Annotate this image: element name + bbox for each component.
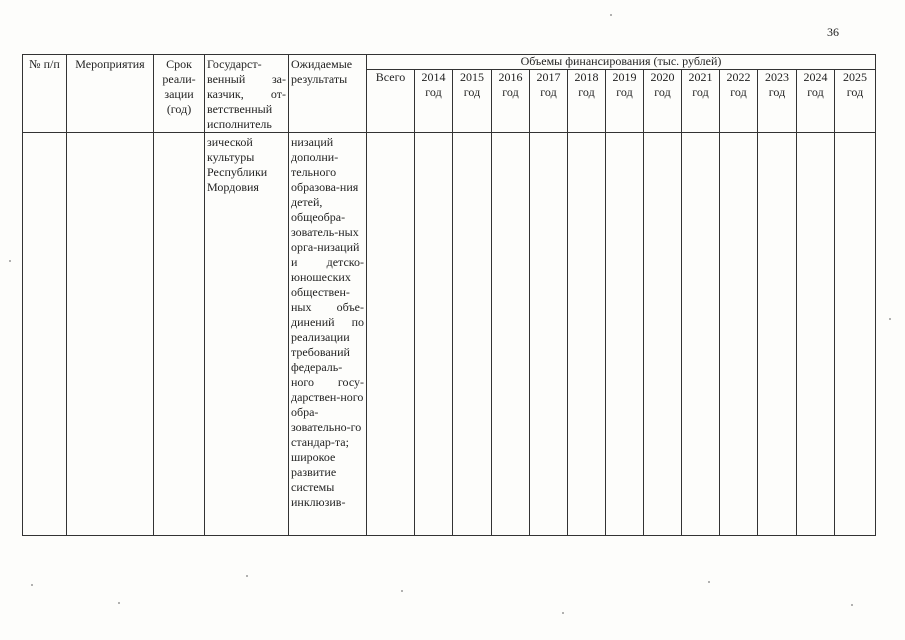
header-financing-group: Объемы финансирования (тыс. рублей): [367, 55, 876, 70]
header-year: 2025 год: [835, 70, 876, 133]
header-year: 2016 год: [492, 70, 530, 133]
header-year: 2017 год: [530, 70, 568, 133]
table-row: [23, 133, 876, 536]
header-year: 2022 год: [720, 70, 758, 133]
header-measures: Мероприятия: [67, 55, 154, 133]
header-year: 2020 год: [644, 70, 682, 133]
header-term: Срок реали-зации (год): [154, 55, 205, 133]
header-year: 2014 год: [415, 70, 453, 133]
scan-speck: [118, 602, 120, 604]
cell-num: [23, 133, 67, 536]
cell-term: [154, 133, 205, 536]
header-year: 2019 год: [606, 70, 644, 133]
scan-speck: [9, 260, 11, 262]
cell-year: [720, 133, 758, 536]
cell-executor: зической культуры Республики Мордовия: [205, 133, 289, 536]
cell-year: [606, 133, 644, 536]
financing-table: [22, 54, 876, 536]
scan-speck: [889, 318, 891, 320]
scan-speck: [851, 604, 853, 606]
cell-year: [453, 133, 492, 536]
scan-speck: [562, 612, 564, 614]
header-year: 2021 год: [682, 70, 720, 133]
cell-year: [758, 133, 797, 536]
page-number: 36: [827, 25, 839, 39]
scan-speck: [708, 581, 710, 583]
header-num: № п/п: [23, 55, 67, 133]
cell-year: [835, 133, 876, 536]
header-executor: Государст-венный за-казчик, от-ветственный исполнитель: [205, 55, 289, 133]
scan-speck: [610, 14, 612, 16]
header-results: Ожидаемые результаты: [289, 55, 367, 133]
cell-year: [644, 133, 682, 536]
scan-speck: [401, 590, 403, 592]
scan-speck: [31, 584, 33, 586]
header-year: 2023 год: [758, 70, 797, 133]
cell-year: [797, 133, 835, 536]
header-year: 2018 год: [568, 70, 606, 133]
cell-year: [492, 133, 530, 536]
cell-total: [367, 133, 415, 536]
cell-year: [568, 133, 606, 536]
header-year: 2015 год: [453, 70, 492, 133]
cell-year: [682, 133, 720, 536]
header-year: 2024 год: [797, 70, 835, 133]
header-total: Всего: [367, 70, 415, 133]
cell-year: [530, 133, 568, 536]
cell-results: низаций дополни-тельного образова-ния детей, общеобра-зователь-ных орга-низаций и детско-юношеских обществен-ных объе-динений по реализации требований федераль-ного госу-дарствен-ного обра-зовательно-го стандар-та; широкое развитие системы инклюзив-: [289, 133, 367, 536]
cell-year: [415, 133, 453, 536]
cell-measures: [67, 133, 154, 536]
scan-speck: [246, 575, 248, 577]
